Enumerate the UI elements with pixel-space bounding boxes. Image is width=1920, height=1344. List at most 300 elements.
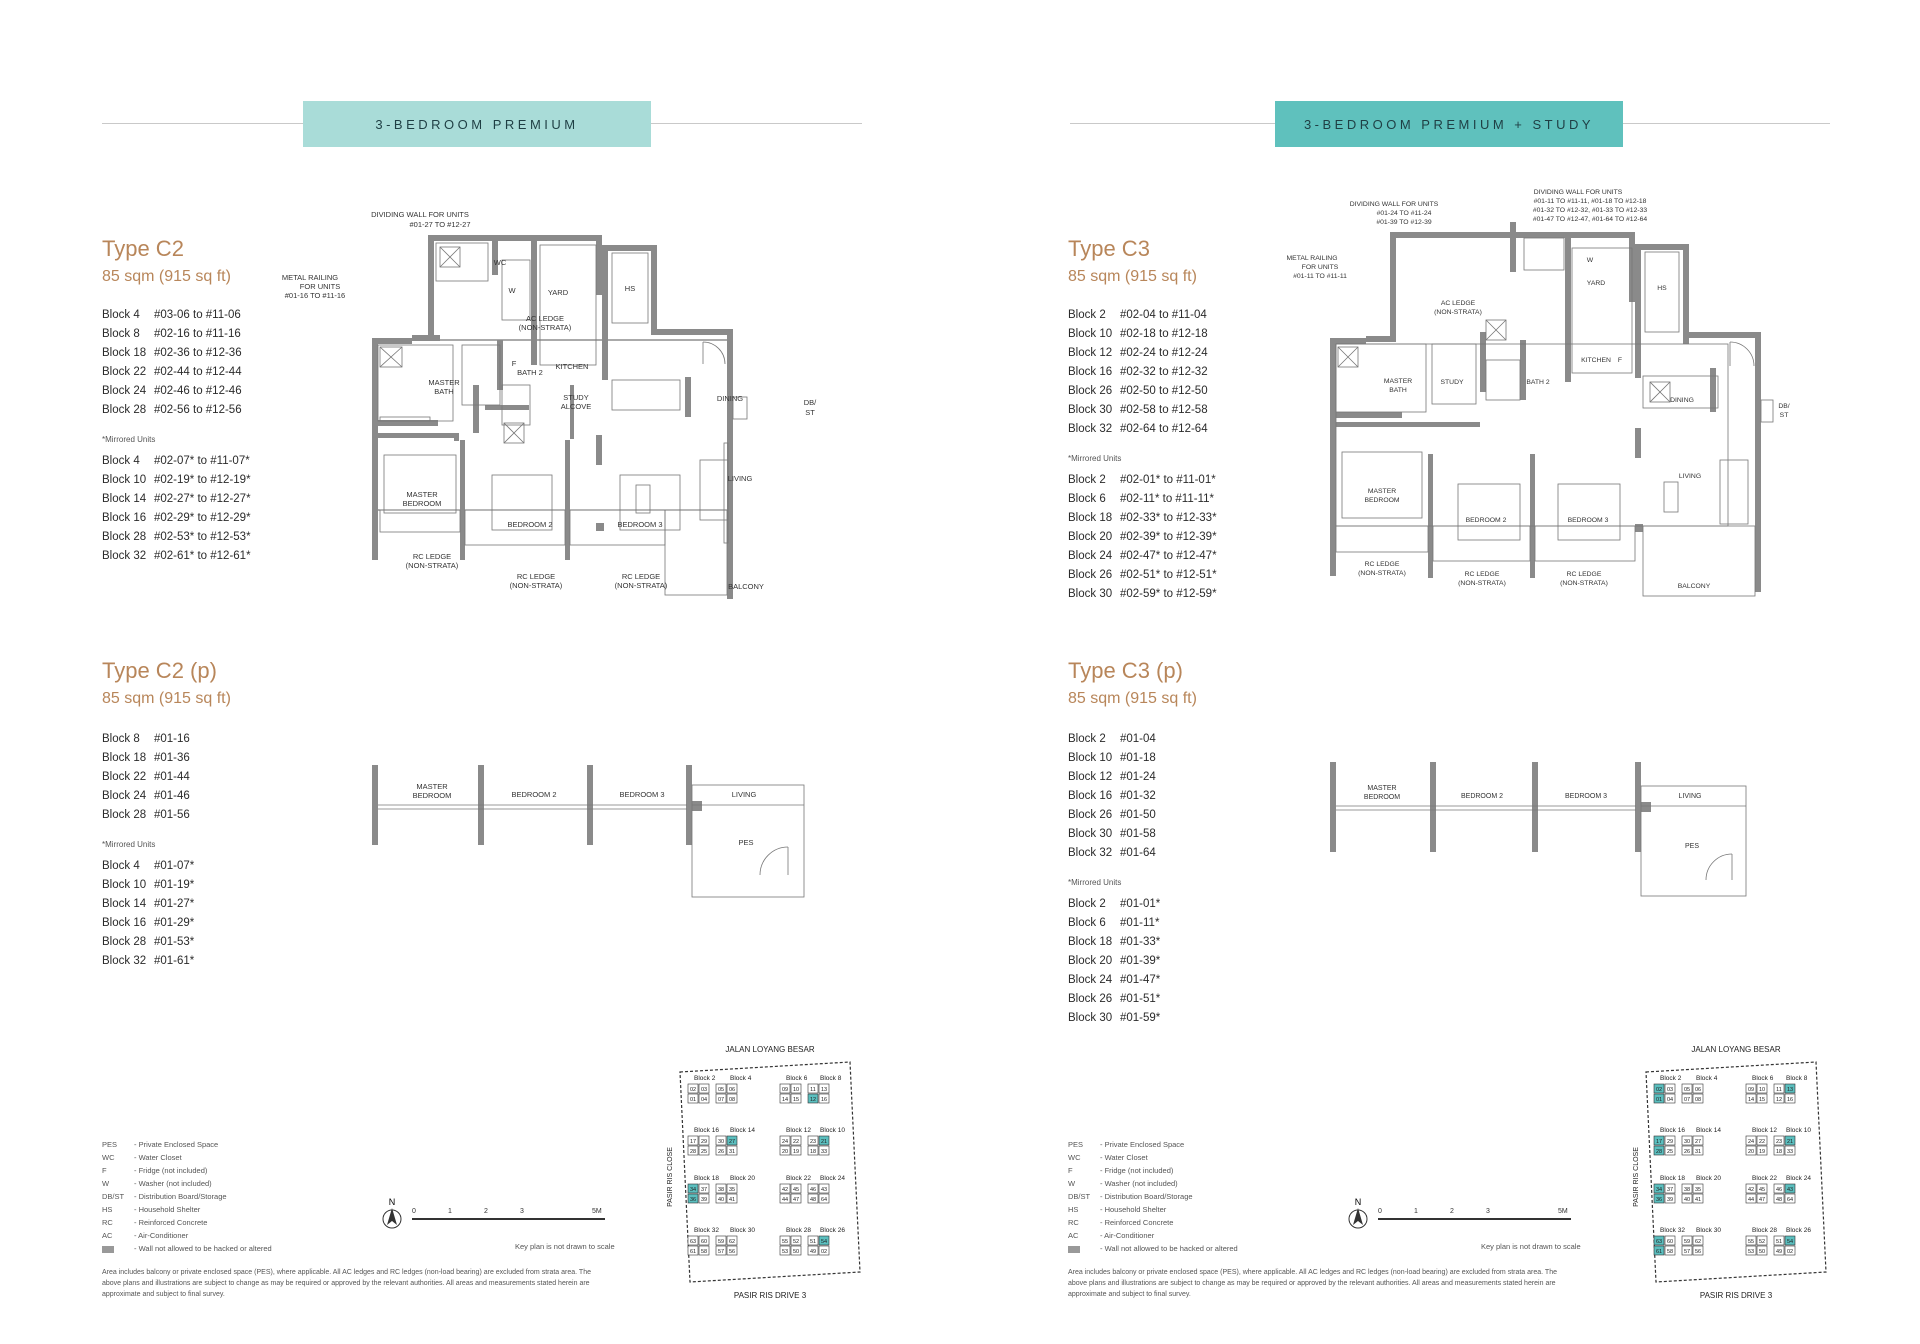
unit-row: Block 18 #01-36 <box>102 752 190 764</box>
keyplan-block-label: Block 22 <box>786 1175 811 1182</box>
keyplan-block-label: Block 22 <box>1752 1175 1777 1182</box>
keyplan-unit-number: 59 <box>1683 1239 1691 1245</box>
keyplan-unit-number: 27 <box>728 1139 736 1145</box>
keyplan-unit-number: 62 <box>728 1239 736 1245</box>
label-balcony: BALCONY <box>728 582 764 591</box>
unit-row: Block 26 #02-51* to #12-51* <box>1068 569 1217 581</box>
right-type1-title: Type C3 <box>1068 236 1150 261</box>
unit-row: Block 16 #02-29* to #12-29* <box>102 512 251 524</box>
svg-text:0: 0 <box>412 1208 416 1215</box>
keyplan-unit-number: 38 <box>1683 1187 1691 1193</box>
keyplan-unit-number: 57 <box>717 1249 725 1255</box>
keyplan-unit-number: 58 <box>700 1249 708 1255</box>
label-dividing-wall-a-2: #01-39 TO #12-39 <box>1376 219 1432 226</box>
keyplan-unit-number: 09 <box>781 1087 789 1093</box>
keyplan-unit-number: 05 <box>1683 1087 1691 1093</box>
right-note: Area includes balcony or private enclosed space (PES), where applicable. All AC ledges and RC ledges (non-load bearing) are excluded from strata area. The above plans and illustrations are subject to change as may be required or approved by the relevant authorities. All areas and measurements stated herein are approximate and subject to final survey. <box>1068 1269 1557 1298</box>
legend-row: PES - Private Enclosed Space <box>1068 1140 1185 1149</box>
legend-row: DB/ST - Distribution Board/Storage <box>102 1192 227 1201</box>
label-metal-railing: METAL RAILING <box>281 273 339 282</box>
keyplan-unit-number: 57 <box>1683 1249 1691 1255</box>
keyplan-unit-number: 64 <box>1786 1197 1794 1203</box>
unit-row: Block 26 #02-50 to #12-50 <box>1068 385 1208 397</box>
label-master-bath: MASTER <box>1383 378 1413 385</box>
keyplan-unit-number: 18 <box>809 1149 817 1155</box>
keyplan-unit-number: 48 <box>809 1197 817 1203</box>
keyplan-unit-number: 62 <box>1694 1239 1702 1245</box>
unit-row: Block 4 #03-06 to #11-06 <box>102 309 241 321</box>
unit-row: Block 2 #02-04 to #11-04 <box>1068 309 1207 321</box>
legend-row: WC - Water Closet <box>102 1153 182 1162</box>
keyplan-unit-number: 27 <box>1694 1139 1702 1145</box>
label-master-bath-2: BATH <box>434 387 454 396</box>
unit-row: Block 28 #01-56 <box>102 809 190 821</box>
label-non-strata: (NON-STRATA) <box>518 323 572 332</box>
unit-row: Block 28 #02-56 to #12-56 <box>102 404 242 416</box>
unit-row: Block 4 #02-07* to #11-07* <box>102 455 250 467</box>
right-legend <box>1068 1138 1238 1255</box>
unit-row: Block 20 #02-39* to #12-39* <box>1068 531 1217 543</box>
label-w: W <box>1586 257 1594 264</box>
label-bedroom2: BEDROOM 2 <box>1460 793 1504 800</box>
unit-row: Block 6 #02-11* to #11-11* <box>1068 493 1214 505</box>
keyplan-unit-number: 21 <box>1786 1139 1794 1145</box>
keyplan-block-label: Block 12 <box>1752 1127 1777 1134</box>
keyplan-unit-number: 54 <box>820 1239 828 1245</box>
north-label: N <box>388 1197 396 1207</box>
unit-row: Block 28 #01-53* <box>102 936 195 948</box>
label-rc-non-strata: (NON-STRATA) <box>405 561 459 570</box>
label-alcove: ALCOVE <box>560 402 592 411</box>
label-rc-non-strata: (NON-STRATA) <box>1458 580 1506 587</box>
unit-row: Block 32 #01-61* <box>102 955 195 967</box>
keyplan-unit-number: 17 <box>689 1139 697 1145</box>
keyplan-unit-number: 04 <box>700 1097 708 1103</box>
road-left: PASIR RIS CLOSE <box>1633 1147 1640 1207</box>
keyplan-unit-number: 59 <box>717 1239 725 1245</box>
keyplan-unit-number: 48 <box>1775 1197 1783 1203</box>
unit-row: Block 12 #01-24 <box>1068 771 1156 783</box>
keyplan-block-label: Block 26 <box>1786 1227 1811 1234</box>
keyplan-unit-number: 22 <box>1758 1139 1766 1145</box>
label-non-strata: (NON-STRATA) <box>1434 309 1482 316</box>
label-master: MASTER <box>1367 785 1397 792</box>
keyplan-unit-number: 50 <box>792 1249 800 1255</box>
label-master: MASTER <box>1367 488 1397 495</box>
legend-row: AC - Air-Conditioner <box>1068 1231 1155 1240</box>
keyplan-left <box>660 1042 875 1302</box>
keyplan-unit-number: 40 <box>717 1197 725 1203</box>
keyplan-unit-number: 28 <box>689 1149 697 1155</box>
unit-row: Block 30 #01-58 <box>1068 828 1156 840</box>
left-type2-area: 85 sqm (915 sq ft) <box>102 690 231 707</box>
label-w: W <box>508 286 516 295</box>
mirrored-label: *Mirrored Units <box>1068 878 1122 887</box>
label-dividing-wall-a: DIVIDING WALL FOR UNITS <box>1349 201 1439 208</box>
label-dividing-wall-a-1: #01-24 TO #11-24 <box>1376 210 1432 217</box>
label-st: ST <box>805 408 815 417</box>
keyplan-unit-number: 45 <box>1758 1187 1766 1193</box>
keyplan-unit-number: 06 <box>728 1087 736 1093</box>
unit-row: Block 2 #01-01* <box>1068 898 1161 910</box>
keyplan-unit-number: 60 <box>1666 1239 1674 1245</box>
road-bottom: PASIR RIS DRIVE 3 <box>1699 1291 1773 1300</box>
left-type2-title: Type C2 (p) <box>102 658 217 683</box>
keyplan-unit-number: 07 <box>717 1097 725 1103</box>
unit-row: Block 16 #01-29* <box>102 917 195 929</box>
legend-row: PES - Private Enclosed Space <box>102 1140 219 1149</box>
svg-text:0: 0 <box>1378 1208 1382 1215</box>
keyplan-block-label: Block 28 <box>1752 1227 1777 1234</box>
keyplan-unit-number: 42 <box>1747 1187 1755 1193</box>
label-dining: DINING <box>716 394 744 403</box>
mirrored-label: *Mirrored Units <box>1068 454 1122 463</box>
label-rc-ledge: RC LEDGE <box>516 572 556 581</box>
keyplan-unit-number: 29 <box>700 1139 708 1145</box>
floor-plan-c3 <box>1286 189 1810 620</box>
north-label: N <box>1354 1197 1362 1207</box>
keyplan-unit-number: 21 <box>820 1139 828 1145</box>
wall-swatch-icon <box>102 1246 114 1253</box>
keyplan-unit-number: 29 <box>1666 1139 1674 1145</box>
keyplan-unit-number: 42 <box>781 1187 789 1193</box>
keyplan-block-label: Block 30 <box>730 1227 755 1234</box>
keyplan-unit-number: 51 <box>809 1239 817 1245</box>
keyplan-unit-number: 44 <box>781 1197 789 1203</box>
legend-row: DB/ST - Distribution Board/Storage <box>1068 1192 1193 1201</box>
unit-row: Block 24 #01-47* <box>1068 974 1161 986</box>
keyplan-unit-number: 44 <box>1747 1197 1755 1203</box>
left-banner: 3-BEDROOM PREMIUM <box>303 101 651 147</box>
label-dividing-wall-b-3: #01-47 TO #12-47, #01-64 TO #12-64 <box>1532 216 1648 223</box>
keyplan-unit-number: 36 <box>689 1197 697 1203</box>
keyplan-block-label: Block 32 <box>694 1227 719 1234</box>
unit-row: Block 32 #02-64 to #12-64 <box>1068 423 1208 435</box>
keyplan-unit-number: 19 <box>792 1149 800 1155</box>
keyplan-block-label: Block 14 <box>1696 1127 1721 1134</box>
label-yard: YARD <box>1586 280 1606 287</box>
label-rc-non-strata: (NON-STRATA) <box>1560 580 1608 587</box>
label-kitchen: KITCHEN <box>1581 357 1611 364</box>
unit-row: Block 10 #01-18 <box>1068 752 1156 764</box>
keyplan-unit-number: 02 <box>1655 1087 1663 1093</box>
right-type1-area: 85 sqm (915 sq ft) <box>1068 268 1197 285</box>
keyplan-block-label: Block 20 <box>1696 1175 1721 1182</box>
unit-row: Block 26 #01-50 <box>1068 809 1156 821</box>
keyplan-unit-number: 08 <box>1694 1097 1702 1103</box>
label-metal-railing: METAL RAILING <box>1286 255 1338 262</box>
keyplan-unit-number: 15 <box>1758 1097 1766 1103</box>
unit-row: Block 30 #02-59* to #12-59* <box>1068 588 1217 600</box>
unit-row: Block 24 #02-46 to #12-46 <box>102 385 242 397</box>
keyplan-unit-number: 13 <box>1786 1087 1794 1093</box>
unit-row: Block 24 #01-46 <box>102 790 190 802</box>
keyplan-unit-number: 25 <box>700 1149 708 1155</box>
keyplan-block-label: Block 30 <box>1696 1227 1721 1234</box>
keyplan-unit-number: 03 <box>1666 1087 1674 1093</box>
keyplan-unit-number: 11 <box>810 1087 816 1093</box>
keyplan-unit-number: 03 <box>700 1087 708 1093</box>
label-bath2: BATH 2 <box>1526 379 1550 386</box>
label-bedroom2: BEDROOM 2 <box>507 520 553 529</box>
mirrored-label: *Mirrored Units <box>102 840 156 849</box>
unit-row: Block 28 #02-53* to #12-53* <box>102 531 251 543</box>
keyplan-unit-number: 55 <box>1747 1239 1755 1245</box>
keyplan-unit-number: 35 <box>1694 1187 1702 1193</box>
unit-row: Block 2 #01-04 <box>1068 733 1156 745</box>
keyplan-unit-number: 52 <box>1758 1239 1766 1245</box>
label-rc-non-strata: (NON-STRATA) <box>509 581 563 590</box>
keyplan-unit-number: 58 <box>1666 1249 1674 1255</box>
keyplan-unit-number: 47 <box>1758 1197 1766 1203</box>
keyplan-block-label: Block 24 <box>820 1175 845 1182</box>
label-living: LIVING <box>1678 793 1702 800</box>
keyplan-block-label: Block 6 <box>786 1075 808 1082</box>
label-bedroom2: BEDROOM 2 <box>511 790 557 799</box>
left-type1-title: Type C2 <box>102 236 184 261</box>
keyplan-unit-number: 16 <box>1786 1097 1794 1103</box>
label-master: MASTER <box>406 490 438 499</box>
label-master-bath-2: BATH <box>1389 387 1407 394</box>
legend-row: HS - Household Shelter <box>102 1205 201 1214</box>
label-rc-ledge: RC LEDGE <box>1364 561 1400 568</box>
unit-row: Block 10 #02-19* to #12-19* <box>102 474 251 486</box>
unit-row: Block 30 #02-58 to #12-58 <box>1068 404 1208 416</box>
unit-row: Block 24 #02-47* to #12-47* <box>1068 550 1217 562</box>
keyplan-unit-number: 12 <box>1775 1097 1783 1103</box>
keyplan-unit-number: 33 <box>820 1149 828 1155</box>
keyplan-unit-number: 43 <box>820 1187 828 1193</box>
keyplan-block-label: Block 4 <box>1696 1075 1718 1082</box>
label-dividing-wall-b: DIVIDING WALL FOR UNITS <box>1533 189 1623 196</box>
label-ac-ledge: AC LEDGE <box>1440 300 1476 307</box>
wall-swatch-icon <box>1068 1246 1080 1253</box>
keyplan-unit-number: 53 <box>1747 1249 1755 1255</box>
label-wc: WC <box>493 258 507 267</box>
legend-row: RC - Reinforced Concrete <box>1068 1218 1174 1227</box>
keyplan-block-label: Block 2 <box>694 1075 716 1082</box>
keyplan-unit-number: 64 <box>820 1197 828 1203</box>
svg-text:5M: 5M <box>1558 1208 1568 1215</box>
road-bottom: PASIR RIS DRIVE 3 <box>733 1291 807 1300</box>
keyplan-unit-number: 02 <box>689 1087 697 1093</box>
svg-text:1: 1 <box>448 1208 452 1215</box>
label-db: DB/ <box>1778 403 1790 410</box>
keyplan-block-label: Block 14 <box>730 1127 755 1134</box>
keyplan-unit-number: 12 <box>809 1097 817 1103</box>
left-type1-area: 85 sqm (915 sq ft) <box>102 268 231 285</box>
keyplan-unit-number: 18 <box>1775 1149 1783 1155</box>
keyplan-unit-number: 34 <box>689 1187 697 1193</box>
keyplan-unit-number: 56 <box>728 1249 736 1255</box>
keyplan-block-label: Block 10 <box>820 1127 845 1134</box>
right-scale-bar <box>1346 1195 1576 1235</box>
label-study: STUDY <box>563 393 589 402</box>
label-dividing-wall-b-1: #01-11 TO #11-11, #01-18 TO #12-18 <box>1533 198 1647 205</box>
left-type1-units <box>102 306 251 566</box>
floor-plan-c2p <box>372 765 812 885</box>
keyplan-unit-number: 60 <box>700 1239 708 1245</box>
mirrored-label: *Mirrored Units <box>102 435 156 444</box>
label-pes: PES <box>738 838 754 847</box>
unit-row: Block 18 #02-36 to #12-36 <box>102 347 242 359</box>
keyplan-unit-number: 30 <box>717 1139 725 1145</box>
keyplan-unit-number: 13 <box>820 1087 828 1093</box>
keyplan-unit-number: 07 <box>1683 1097 1691 1103</box>
keyplan-unit-number: 01 <box>689 1097 697 1103</box>
right-type2-title: Type C3 (p) <box>1068 658 1183 683</box>
keyplan-unit-number: 39 <box>700 1197 708 1203</box>
keyplan-unit-number: 46 <box>1775 1187 1783 1193</box>
label-dining: DINING <box>1670 397 1694 404</box>
label-f: F <box>511 359 517 368</box>
keyplan-unit-number: 08 <box>728 1097 736 1103</box>
floor-plan-c2 <box>281 205 840 635</box>
label-dividing-wall-units: #01-27 TO #12-27 <box>409 220 471 229</box>
keyplan-unit-number: 26 <box>1683 1149 1691 1155</box>
keyplan-unit-number: 33 <box>1786 1149 1794 1155</box>
label-metal-railing-2: FOR UNITS <box>299 282 341 291</box>
keyplan-unit-number: 01 <box>1655 1097 1663 1103</box>
label-bedroom3: BEDROOM 3 <box>617 520 663 529</box>
svg-text:3: 3 <box>1486 1208 1490 1215</box>
keyplan-unit-number: 56 <box>1694 1249 1702 1255</box>
unit-row: Block 18 #01-33* <box>1068 936 1161 948</box>
keyplan-unit-number: 45 <box>792 1187 800 1193</box>
keyplan-unit-number: 11 <box>1776 1087 1782 1093</box>
road-top: JALAN LOYANG BESAR <box>725 1045 815 1054</box>
unit-row: Block 18 #02-33* to #12-33* <box>1068 512 1217 524</box>
keyplan-unit-number: 24 <box>781 1139 789 1145</box>
label-dividing-wall: DIVIDING WALL FOR UNITS <box>371 210 469 219</box>
keyplan-unit-number: 10 <box>1758 1087 1766 1093</box>
keyplan-block-label: Block 2 <box>1660 1075 1682 1082</box>
left-note: Area includes balcony or private enclosed space (PES), where applicable. All AC ledges and RC ledges (non-load bearing) are excluded from strata area. The above plans and illustrations are subject to change as may be required or approved by the relevant authorities. All areas and measurements stated herein are approximate and subject to final survey. <box>102 1269 591 1298</box>
legend-row: WC - Water Closet <box>1068 1153 1148 1162</box>
label-living: LIVING <box>731 790 757 799</box>
keyplan-block-label: Block 8 <box>820 1075 842 1082</box>
keyplan-unit-number: 20 <box>1747 1149 1755 1155</box>
unit-row: Block 16 #02-32 to #12-32 <box>1068 366 1208 378</box>
label-rc-ledge: RC LEDGE <box>621 572 661 581</box>
right-keyplan-note: Key plan is not drawn to scale <box>1481 1242 1581 1251</box>
svg-text:1: 1 <box>1414 1208 1418 1215</box>
label-rc-non-strata: (NON-STRATA) <box>614 581 668 590</box>
keyplan-unit-number: 54 <box>1786 1239 1794 1245</box>
keyplan-unit-number: 15 <box>792 1097 800 1103</box>
unit-row: Block 16 #01-32 <box>1068 790 1156 802</box>
keyplan-unit-number: 31 <box>728 1149 736 1155</box>
road-top: JALAN LOYANG BESAR <box>1691 1045 1781 1054</box>
label-metal-railing-units: #01-11 TO #11-11 <box>1293 273 1347 280</box>
road-left: PASIR RIS CLOSE <box>667 1147 674 1207</box>
keyplan-unit-number: 53 <box>781 1249 789 1255</box>
keyplan-block-label: Block 12 <box>786 1127 811 1134</box>
keyplan-unit-number: 02 <box>1786 1249 1794 1255</box>
label-yard: YARD <box>547 288 569 297</box>
unit-row: Block 10 #02-18 to #12-18 <box>1068 328 1208 340</box>
keyplan-unit-number: 51 <box>1775 1239 1783 1245</box>
label-kitchen: KITCHEN <box>555 362 589 371</box>
keyplan-unit-number: 14 <box>1747 1097 1755 1103</box>
keyplan-unit-number: 09 <box>1747 1087 1755 1093</box>
label-master-bedroom: BEDROOM <box>402 499 442 508</box>
right-type1-units <box>1068 306 1217 604</box>
keyplan-block-label: Block 10 <box>1786 1127 1811 1134</box>
keyplan-unit-number: 63 <box>689 1239 697 1245</box>
keyplan-unit-number: 23 <box>809 1139 817 1145</box>
unit-row: Block 10 #01-19* <box>102 879 195 891</box>
keyplan-unit-number: 06 <box>1694 1087 1702 1093</box>
legend-row: F - Fridge (not included) <box>1068 1166 1174 1175</box>
unit-row: Block 4 #01-07* <box>102 860 195 872</box>
keyplan-block-label: Block 16 <box>694 1127 719 1134</box>
keyplan-block-label: Block 28 <box>786 1227 811 1234</box>
legend-row: W - Washer (not included) <box>102 1179 212 1188</box>
keyplan-unit-number: 04 <box>1666 1097 1674 1103</box>
label-metal-railing-units: #01-16 TO #11-16 <box>284 291 346 300</box>
keyplan-unit-number: 36 <box>1655 1197 1663 1203</box>
legend-row: AC - Air-Conditioner <box>102 1231 189 1240</box>
floor-plan-c3p <box>1330 762 1760 892</box>
keyplan-unit-number: 37 <box>1666 1187 1674 1193</box>
unit-row: Block 14 #02-27* to #12-27* <box>102 493 251 505</box>
keyplan-unit-number: 43 <box>1786 1187 1794 1193</box>
keyplan-unit-number: 41 <box>728 1197 736 1203</box>
keyplan-right <box>1626 1042 1841 1302</box>
label-st: ST <box>1779 412 1789 419</box>
keyplan-unit-number: 37 <box>700 1187 708 1193</box>
keyplan-unit-number: 63 <box>1655 1239 1663 1245</box>
keyplan-unit-number: 24 <box>1747 1139 1755 1145</box>
label-living: LIVING <box>1678 473 1702 480</box>
keyplan-unit-number: 19 <box>1758 1149 1766 1155</box>
keyplan-unit-number: 10 <box>792 1087 800 1093</box>
unit-row: Block 20 #01-39* <box>1068 955 1161 967</box>
keyplan-unit-number: 35 <box>728 1187 736 1193</box>
unit-row: Block 14 #01-27* <box>102 898 195 910</box>
label-master-bedroom: BEDROOM <box>1364 497 1400 504</box>
label-living: LIVING <box>727 474 753 483</box>
label-rc-ledge: RC LEDGE <box>1464 571 1500 578</box>
unit-row: Block 22 #02-44 to #12-44 <box>102 366 242 378</box>
keyplan-unit-number: 49 <box>1775 1249 1783 1255</box>
label-f: F <box>1617 357 1623 364</box>
legend-row: - Wall not allowed to be hacked or altered <box>102 1242 272 1255</box>
label-metal-railing-2: FOR UNITS <box>1301 264 1339 271</box>
label-bedroom2: BEDROOM 2 <box>1465 517 1507 524</box>
label-rc-ledge: RC LEDGE <box>1566 571 1602 578</box>
unit-row: Block 12 #02-24 to #12-24 <box>1068 347 1208 359</box>
keyplan-unit-number: 14 <box>781 1097 789 1103</box>
label-master-bedroom: BEDROOM <box>1363 794 1401 801</box>
label-rc-non-strata: (NON-STRATA) <box>1358 570 1406 577</box>
keyplan-block-label: Block 18 <box>694 1175 719 1182</box>
label-study: STUDY <box>1440 379 1464 386</box>
label-bath2: BATH 2 <box>517 368 543 377</box>
keyplan-block-label: Block 8 <box>1786 1075 1808 1082</box>
unit-row: Block 32 #02-61* to #12-61* <box>102 550 251 562</box>
keyplan-unit-number: 30 <box>1683 1139 1691 1145</box>
left-legend <box>102 1138 272 1255</box>
keyplan-unit-number: 02 <box>820 1249 828 1255</box>
label-pes: PES <box>1684 843 1700 850</box>
legend-row: - Wall not allowed to be hacked or altered <box>1068 1242 1238 1255</box>
label-master-bath: MASTER <box>428 378 460 387</box>
keyplan-unit-number: 23 <box>1775 1139 1783 1145</box>
left-type2-units <box>102 730 194 971</box>
left-keyplan-note: Key plan is not drawn to scale <box>515 1242 615 1251</box>
